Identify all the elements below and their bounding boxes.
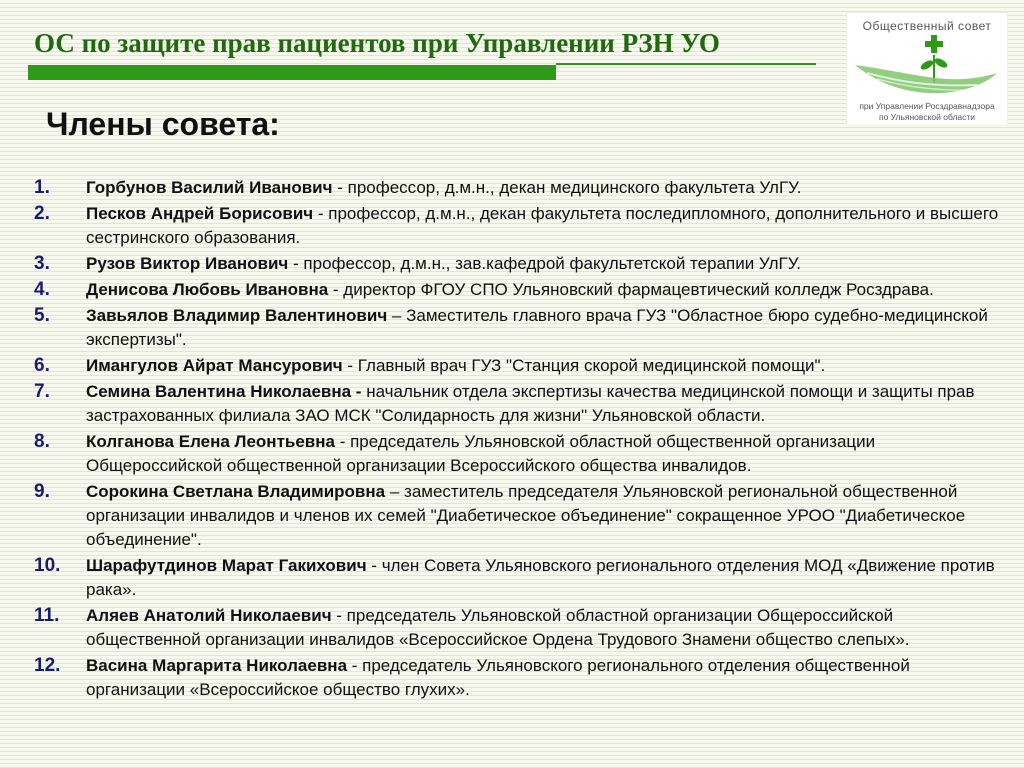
member-text [86,380,999,428]
member-number: 3. [34,253,50,274]
member-text [86,430,999,478]
member-description: начальник отдела экспертизы качества медицинской помощи и защиты прав застрахованных филиала ЗАО МСК "Солидарность для жизни" Ульяновской области. [86,382,975,425]
logo-caption-line2: по Ульяновской области [878,112,976,122]
member-item [34,252,999,276]
member-item [34,202,999,250]
member-item [34,430,999,478]
member-number: 11. [34,605,60,626]
member-item [34,380,999,428]
member-description: - профессор, д.м.н., декан медицинского факультета УлГУ. [332,178,802,197]
member-description: - Главный врач ГУЗ "Станция скорой медицинской помощи". [342,356,826,375]
member-description: - председатель Ульяновского регионального отделения общественной организации «Всероссийское общество глухих». [86,656,910,699]
member-name: Васина Маргарита Николаевна [86,656,348,675]
logo-caption-line1: при Управлении Росздравнадзора [859,101,995,111]
member-name: Аляев Анатолий Николаевич [86,606,332,625]
member-text [86,304,999,352]
member-description: - председатель Ульяновской областной организации Общероссийской общественной организации инвалидов «Всероссийское Ордена Трудового Знамени общество слепых». [86,606,910,649]
member-description: - профессор, д.м.н., декан факультета последипломного, дополнительного и высшего сестринского образования. [86,204,999,247]
member-name: Горбунов Василий Иванович [86,178,333,197]
member-name: Колганова Елена Леонтьевна [86,432,335,451]
member-name: Сорокина Светлана Владимировна [86,482,386,501]
member-number: 12. [34,655,61,676]
member-number: 5. [34,305,50,326]
member-item [34,554,999,602]
member-text [86,604,999,652]
member-number: 1. [34,177,50,198]
member-number: 8. [34,431,50,452]
member-description: - председатель Ульяновской областной общественной организации Общероссийской общественной организации Всероссийского общества инвалидов. [86,432,876,475]
member-item [34,480,999,552]
member-name: Семина Валентина Николаевна - [86,382,367,401]
member-name: Завьялов Владимир Валентинович [86,306,388,325]
title-underline-line [556,63,816,65]
member-number: 4. [34,279,50,300]
member-text [86,176,999,200]
member-number: 2. [34,203,50,224]
member-text [86,554,999,602]
member-description: - директор ФГОУ СПО Ульяновский фармацевтический колледж Росздрава. [328,280,934,299]
member-number: 9. [34,481,50,502]
member-text [86,480,999,552]
member-item [34,176,999,200]
slide-title: ОС по защите прав пациентов при Управлении РЗН УО [34,28,720,58]
member-number: 6. [34,355,50,376]
member-name: Шарафутдинов Марат Гакихович [86,556,367,575]
cross-icon [925,35,943,53]
member-text [86,354,999,378]
logo-top-text: Общественный совет [862,19,992,33]
members-list [34,176,999,704]
member-text [86,278,999,302]
member-number: 7. [34,381,50,402]
member-text [86,252,999,276]
title-underline-bar [28,65,556,80]
member-description: - профессор, д.м.н., зав.кафедрой факультетской терапии УлГУ. [288,254,801,273]
member-text [86,654,999,702]
member-item [34,354,999,378]
member-item [34,278,999,302]
member-name: Имангулов Айрат Мансурович [86,356,343,375]
member-item [34,304,999,352]
member-description: – заместитель председателя Ульяновской региональной общественной организации инвалидов и членов их семей "Диабетическое объединение" сокращенное УРОО "Диабетическое объединение". [86,482,966,549]
section-heading: Члены совета: [46,106,280,142]
member-item [34,604,999,652]
member-description: – Заместитель главного врача ГУЗ "Областное бюро судебно-медицинской экспертизы". [86,306,988,349]
hand-sprout-icon [855,55,997,93]
member-item [34,654,999,702]
council-logo [846,12,1008,126]
member-name: Денисова Любовь Ивановна [86,280,329,299]
member-name: Песков Андрей Борисович [86,204,314,223]
member-text [86,202,999,250]
member-number: 10. [34,555,61,576]
member-description: - член Совета Ульяновского регионального отделения МОД «Движение против рака». [86,556,995,599]
member-name: Рузов Виктор Иванович [86,254,289,273]
